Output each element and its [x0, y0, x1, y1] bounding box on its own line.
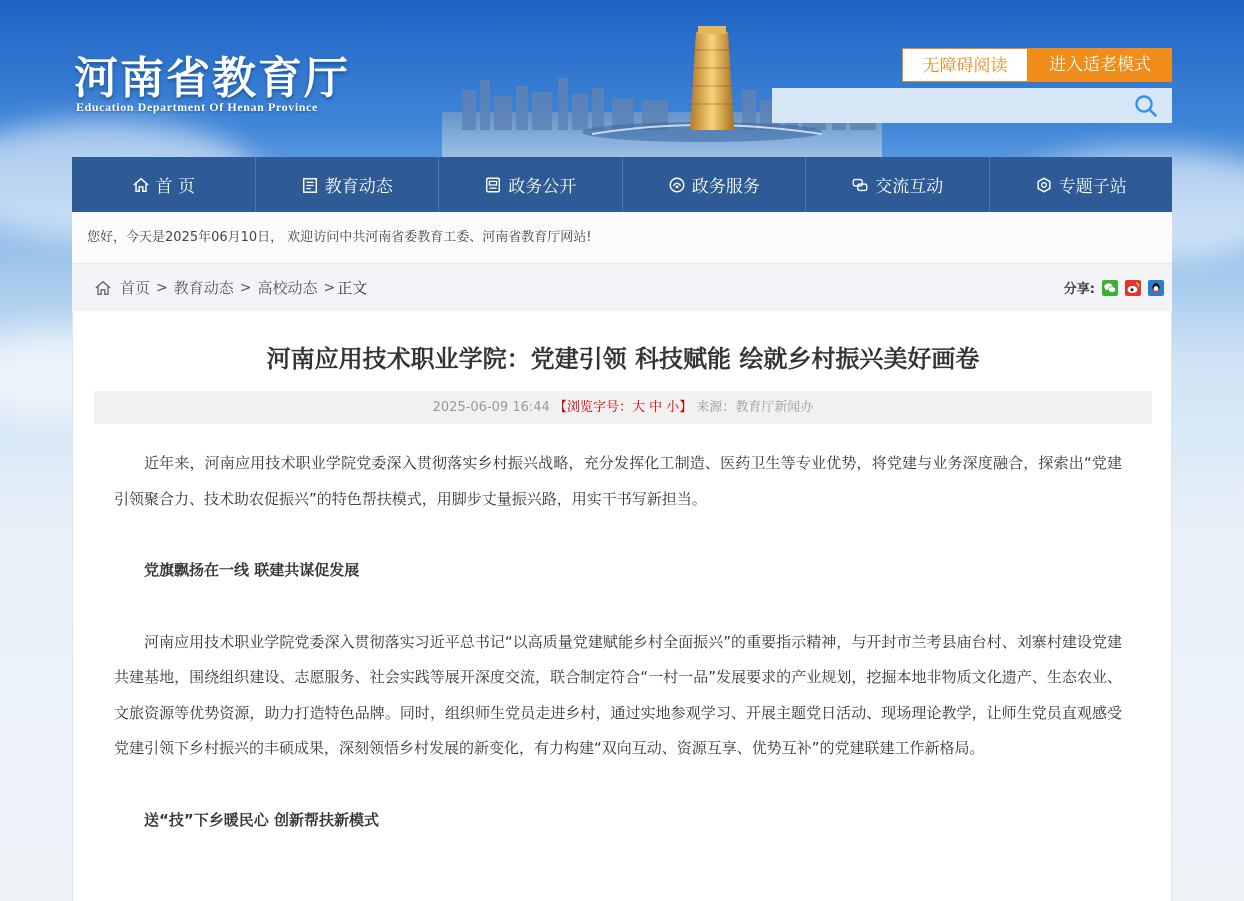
- chat-icon: [851, 176, 869, 194]
- qq-icon[interactable]: [1148, 280, 1164, 296]
- nav-item-label: 交流互动: [875, 177, 944, 197]
- font-size-control[interactable]: 【浏览字号：大 中 小】: [553, 400, 693, 415]
- nav-item-education-news[interactable]: [256, 157, 440, 212]
- breadcrumb-link-education-news[interactable]: 教育动态: [173, 279, 234, 297]
- search-icon[interactable]: [1134, 94, 1158, 118]
- site-logo-title[interactable]: 河南省教育厅: [74, 53, 350, 104]
- home-icon: [94, 279, 112, 297]
- article-section-heading: 党旗飘扬在一线 联建共谋促发展: [144, 561, 360, 579]
- article-section-heading: 送“技”下乡暖民心 创新帮扶新模式: [144, 810, 379, 829]
- breadcrumb-link-home[interactable]: 首页: [120, 279, 151, 297]
- breadcrumb: [94, 264, 367, 311]
- article-container: [72, 311, 1172, 901]
- nav-item-label: 专题子站: [1058, 177, 1127, 197]
- elder-mode-button[interactable]: 进入适老模式: [1028, 48, 1172, 82]
- nav-item-home[interactable]: [72, 157, 256, 212]
- article-title: 河南应用技术职业学院：党建引领 科技赋能 绘就乡村振兴美好画卷: [266, 345, 980, 373]
- article-body: [114, 446, 1122, 838]
- nav-item-label: 教育动态: [324, 177, 393, 197]
- site-logo-subtitle: Education Department Of Henan Province: [76, 100, 318, 114]
- breadcrumb-bar: [72, 264, 1172, 311]
- site-header: [72, 0, 1172, 157]
- article-meta: [94, 391, 1152, 424]
- topic-icon: [1035, 176, 1053, 194]
- welcome-message: 您好，今天是2025年06月10日， 欢迎访问中共河南省委教育工委、河南省教育厅网站!: [72, 212, 1172, 264]
- share-bar: [1064, 264, 1164, 311]
- article-paragraph: 河南应用技术职业学院党委深入贯彻落实习近平总书记“以高质量党建赋能乡村全面振兴”的重要指示精神，与开封市兰考县庙台村、刘寨村建设党建共建基地，围绕组织建设、志愿服务、社会实践等展开深度交流，联合制定符合“一村一品”发展要求的产业规划，挖掘本地非物质文化遗产、生态农业、文旅资源等优势资源，助力打造特色品牌。同时，组织师生党员走进乡村，通过实地参观学习、开展主题党日活动、现场理论教学，让师生党员直观感受党建引领下乡村振兴的丰硕成果，深刻领悟乡村发展的新变化，有力构建“双向互动、资源互享、优势互补”的党建联建工作新格局。: [114, 632, 1122, 757]
- nav-item-label: 政务公开: [508, 177, 577, 197]
- nav-item-label: 政务服务: [691, 177, 760, 197]
- article-paragraph: 近年来，河南应用技术职业学院党委深入贯彻落实乡村振兴战略，充分发挥化工制造、医药卫生等专业优势，将党建与业务深度融合，探索出“党建引领聚合力、技术助农促振兴”的特色帮扶模式，用脚步丈量振兴路，用实干书写新担当。: [114, 454, 1122, 508]
- article-datetime: 2025-06-09 16:44: [432, 400, 550, 415]
- article-source: 来源：教育厅新闻办: [696, 400, 814, 415]
- nav-item-label: 首 页: [155, 177, 195, 197]
- weibo-icon[interactable]: [1125, 280, 1141, 296]
- search-input[interactable]: [772, 88, 1172, 123]
- news-icon: [301, 176, 319, 194]
- breadcrumb-separator: >: [156, 279, 168, 296]
- breadcrumb-separator: >: [323, 279, 336, 296]
- nav-item-government-services[interactable]: [623, 157, 807, 212]
- main-navigation: [72, 157, 1172, 212]
- service-icon: [668, 176, 686, 194]
- document-icon: [484, 176, 502, 194]
- breadcrumb-link-university-news[interactable]: 高校动态: [257, 279, 318, 297]
- home-icon: [132, 176, 150, 194]
- wechat-icon[interactable]: [1102, 280, 1118, 296]
- share-label: 分享:: [1063, 282, 1095, 297]
- breadcrumb-separator: >: [239, 279, 252, 296]
- nav-item-interaction[interactable]: [806, 157, 990, 212]
- breadcrumb-current: 正文: [337, 279, 368, 297]
- nav-item-government-affairs-open[interactable]: [439, 157, 623, 212]
- nav-item-topic-subsites[interactable]: [990, 157, 1173, 212]
- accessibility-reading-button[interactable]: 无障碍阅读: [902, 48, 1028, 82]
